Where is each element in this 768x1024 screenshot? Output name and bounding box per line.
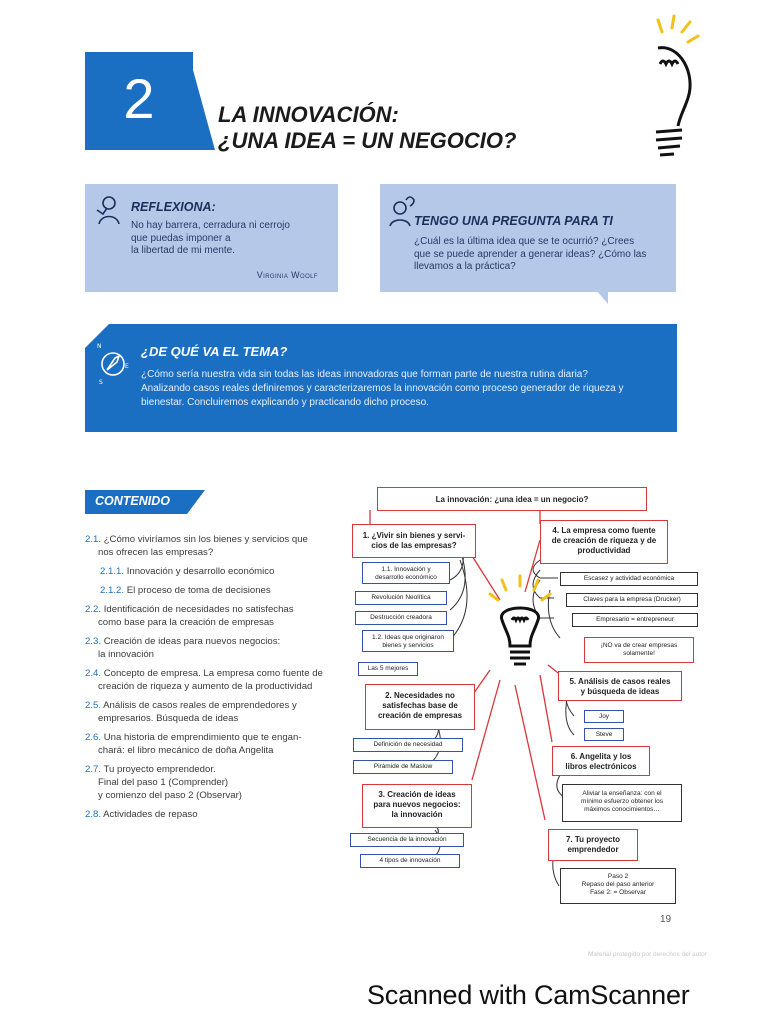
mindmap-leaf: Las 5 mejores xyxy=(358,662,418,676)
topic-text xyxy=(141,368,667,410)
pregunta-text xyxy=(414,236,646,274)
chapter-title xyxy=(218,102,598,154)
reflexiona-quote xyxy=(131,220,290,258)
mindmap-leaf: Destrucción creadora xyxy=(355,611,447,625)
copyright-notice: Material protegido por derechos del autor xyxy=(588,951,707,958)
pregunta-title: TENGO UNA PREGUNTA PARA TI xyxy=(414,214,613,228)
toc-item: 2.2. Identificación de necesidades no satisfechas como base para la creación de empresas xyxy=(85,604,294,628)
mindmap-leaf: Aliviar la enseñanza: con el mínimo esfuerzo obtener los máximos conocimientos… xyxy=(562,784,682,822)
pregunta-line: ¿Cuál es la última idea que se te ocurrió? ¿Crees xyxy=(414,236,635,247)
quote-line: No hay barrera, cerradura ni cerrojo xyxy=(131,220,290,231)
page-number: 19 xyxy=(660,914,672,925)
chapter-number: 2 xyxy=(123,67,155,130)
quote-author: Virginia Woolf xyxy=(256,270,318,280)
mindmap-leaf: Definición de necesidad xyxy=(353,738,463,752)
lightbulb-icon xyxy=(640,14,702,164)
toc-item: 2.1. ¿Cómo viviríamos sin los bienes y servicios que nos ofrecen las empresas? xyxy=(85,534,308,558)
toc-item: 2.5. Análisis de casos reales de emprendedores y empresarios. Búsqueda de ideas xyxy=(85,700,297,724)
mindmap-node-3: 3. Creación de ideas para nuevos negocios: la innovación xyxy=(362,784,472,828)
topic-line: bienestar. Concluiremos explicando y practicando dicho proceso. xyxy=(141,397,429,408)
compass-icon xyxy=(95,338,131,386)
mindmap-leaf: Empresario = entrepreneur xyxy=(572,613,698,627)
mindmap-leaf: Paso 2 Repaso del paso anterior Fase 2: = Observar xyxy=(560,868,676,904)
svg-text:N: N xyxy=(97,343,102,350)
mindmap-leaf: Claves para la empresa (Drucker) xyxy=(566,593,698,607)
table-of-contents xyxy=(85,533,341,827)
contenido-label: CONTENIDO xyxy=(95,494,170,508)
quote-line: la libertad de mi mente. xyxy=(131,245,235,256)
pregunta-box xyxy=(380,184,676,292)
mindmap-leaf: ¡NO va de crear empresas solamente! xyxy=(584,637,694,663)
reflexiona-box xyxy=(85,184,338,292)
topic-line: Analizando casos reales definiremos y caracterizaremos la innovación como proceso generador de riqueza y xyxy=(141,383,624,394)
topic-line: ¿Cómo sería nuestra vida sin todas las ideas innovadoras que forman parte de nuestra rutina diaria? xyxy=(141,369,588,380)
toc-item: 2.1.2. El proceso de toma de decisiones xyxy=(100,585,271,596)
topic-banner xyxy=(85,324,677,432)
toc-item: 2.3. Creación de ideas para nuevos negocios: la innovación xyxy=(85,636,281,660)
mindmap-node-1: 1. ¿Vivir sin bienes y servi- cios de las empresas? xyxy=(352,524,476,558)
svg-text:E: E xyxy=(125,363,129,370)
mindmap-root: La innovación: ¿una idea = un negocio? xyxy=(377,487,647,511)
mindmap-leaf: Revolución Neolítica xyxy=(355,591,447,605)
pregunta-line: llevamos a la práctica? xyxy=(414,261,516,272)
mindmap-leaf: Secuencia de la innovación xyxy=(350,833,464,847)
toc-item: 2.6. Una historia de emprendimiento que te engan- chará: el libro mecánico de doña Angelita xyxy=(85,732,302,756)
mindmap-node-4: 4. La empresa como fuente de creación de riqueza y de productividad xyxy=(540,520,668,564)
mindmap-leaf: Escasez y actividad económica xyxy=(560,572,698,586)
mindmap-leaf: 1.1. Innovación y desarrollo económico xyxy=(362,562,450,584)
center-lightbulb-icon xyxy=(490,576,550,664)
chapter-title-line-2: ¿UNA IDEA = UN NEGOCIO? xyxy=(218,128,517,153)
mindmap-node-7: 7. Tu proyecto emprendedor xyxy=(548,829,638,861)
mindmap-leaf: 4 tipos de innovación xyxy=(360,854,460,868)
pregunta-line: que se puede aprender a generar ideas? ¿Cómo las xyxy=(414,248,647,260)
mindmap-leaf: Joy xyxy=(584,710,624,723)
speech-bubble-tail xyxy=(596,290,608,304)
contenido-tab xyxy=(85,490,187,514)
mindmap-node-6: 6. Angelita y los libros electrónicos xyxy=(552,746,650,776)
mindmap-node-2: 2. Necesidades no satisfechas base de creación de empresas xyxy=(365,684,475,730)
chapter-number-box xyxy=(85,52,193,150)
toc-item: 2.7. Tu proyecto emprendedor. Final del paso 1 (Comprender) y comienzo del paso 2 (Observar) xyxy=(85,764,242,801)
toc-item: 2.8. Actividades de repaso xyxy=(85,809,198,820)
quote-line: que puedas imponer a xyxy=(131,232,231,244)
reflexiona-title: REFLEXIONA: xyxy=(131,200,216,214)
question-person-icon xyxy=(388,194,416,228)
svg-text:S: S xyxy=(99,379,103,386)
scanner-watermark: Scanned with CamScanner xyxy=(367,980,690,1010)
toc-item: 2.4. Concepto de empresa. La empresa como fuente de creación de riqueza y aumento de la productividad xyxy=(85,668,323,692)
thinking-person-icon xyxy=(93,194,121,228)
mindmap-leaf: Steve xyxy=(584,728,624,741)
chapter-title-line-1: LA INNOVACIÓN: xyxy=(218,102,399,127)
mindmap-leaf: 1.2. Ideas que originaron bienes y servicios xyxy=(362,630,454,652)
topic-title: ¿DE QUÉ VA EL TEMA? xyxy=(141,344,288,359)
mindmap-node-5: 5. Análisis de casos reales y búsqueda de ideas xyxy=(558,671,682,701)
mindmap-leaf: Pirámide de Maslow xyxy=(353,760,453,774)
toc-item: 2.1.1. Innovación y desarrollo económico xyxy=(100,566,275,577)
